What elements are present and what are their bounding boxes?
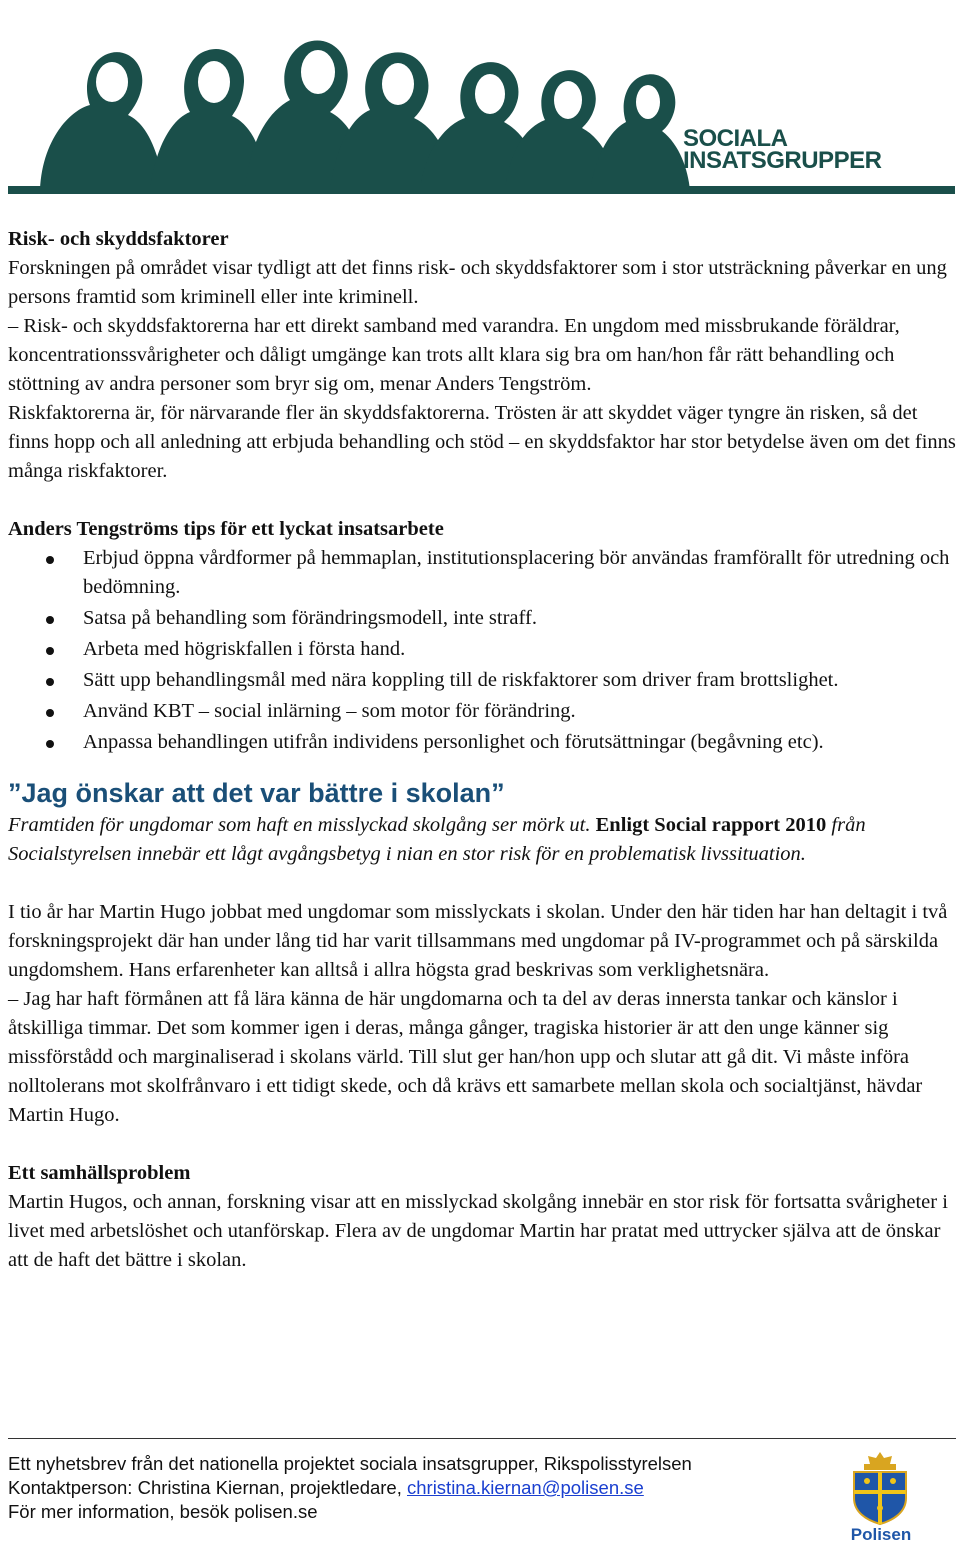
section-title: Risk- och skyddsfaktorer xyxy=(8,228,229,250)
brand-logo-text xyxy=(683,125,882,174)
footer xyxy=(8,1452,828,1524)
tips-list xyxy=(8,544,958,757)
bullet-icon xyxy=(46,647,54,655)
list-item: Använd KBT – social inlärning – som motor för förändring. xyxy=(8,697,958,726)
bullet-icon xyxy=(46,556,54,564)
bullet-icon xyxy=(46,709,54,717)
paragraph: Riskfaktorerna är, för närvarande fler än skyddsfaktorerna. Trösten är att skyddet väger tyngre än risken, så det finns hopp och all anledning att erbjuda behandling och stöd – en skyddsfaktor har stor betydelse även om det finns många riskfaktorer. xyxy=(8,402,956,482)
newsletter-content xyxy=(8,225,958,1275)
paragraph: Forskningen på området visar tydligt att det finns risk- och skyddsfaktorer som i stor utsträckning påverkar en ung persons framtid som kriminell eller inte kriminell. xyxy=(8,257,947,308)
society-problem-section xyxy=(8,1159,958,1275)
police-logo-label: Polisen xyxy=(850,1525,912,1544)
paragraph: – Jag har haft förmånen att få lära känna de här ungdomarna och ta del av deras innersta tankar och känslor i åtskilliga timmar. Det som kommer igen i deras, många gånger, tragiska historier är att den unge känner sig missförstådd och marginaliserad i skolans värld. Till slut ger han/hon upp och slutar att gå dit. Vi måste införa nolltolerans mot skolfrånvaro i ett tidigt skede, och då krävs ett samarbete mellan skola och socialtjänst, hävdar Martin Hugo. xyxy=(8,988,923,1126)
list-item: Erbjud öppna vårdformer på hemmaplan, institutionsplacering bör användas framförallt för utredning och bedömning. xyxy=(8,544,958,602)
footer-divider xyxy=(8,1438,956,1439)
section-title: Anders Tengströms tips för ett lyckat insatsarbete xyxy=(8,518,444,540)
list-item: Sätt upp behandlingsmål med nära koppling till de riskfaktorer som driver fram brottslighet. xyxy=(8,666,958,695)
lead-bold: Enligt Social rapport 2010 xyxy=(595,814,827,836)
paragraph: – Risk- och skyddsfaktorerna har ett direkt samband med varandra. En ungdom med missbrukande föräldrar, koncentrationssvårigheter och dåligt umgänge kan trots allt klara sig bra om han/hon får rätt behandling och stöttning av andra personer som bryr sig om, menar Anders Tengström. xyxy=(8,315,900,395)
footer-line-1: Ett nyhetsbrev från det nationella projektet sociala insatsgrupper, Rikspolisstyrelsen xyxy=(8,1453,692,1474)
section-title: Ett samhällsproblem xyxy=(8,1162,191,1184)
list-item: Arbeta med högriskfallen i första hand. xyxy=(8,635,958,664)
paragraph: I tio år har Martin Hugo jobbat med ungdomar som misslyckats i skolan. Under den här tiden har han deltagit i två forskningsprojekt där han under lång tid har varit tillsammans med ungdomar på IV-programmet och på särskilda ungdomshem. Hans erfarenheter kan alltså i allra högsta grad beskrivas som verklighetsnära. xyxy=(8,901,948,981)
article-body xyxy=(8,898,958,1130)
brand-line-2: INSATSGRUPPER xyxy=(683,147,882,174)
brand-line-1: SOCIALA xyxy=(683,125,788,152)
article-lead xyxy=(8,811,958,869)
list-item: Satsa på behandling som förändringsmodell, inte straff. xyxy=(8,604,958,633)
bullet-icon xyxy=(46,740,54,748)
article-heading: ”Jag önskar att det var bättre i skolan” xyxy=(8,778,505,808)
risk-factors-section xyxy=(8,225,958,486)
list-item: Anpassa behandlingen utifrån individens personlighet och förutsättningar (begåvning etc). xyxy=(8,728,958,757)
bullet-icon xyxy=(46,678,54,686)
header-banner xyxy=(0,0,960,200)
paragraph: Martin Hugos, och annan, forskning visar att en misslyckad skolgång innebär en stor risk för fortsatta svårigheter i livet med arbetslöshet och utanförskap. Flera av de ungdomar Martin har pratat med uttrycker själva att de önskar att de haft det bättre i skolan. xyxy=(8,1191,948,1271)
tips-section xyxy=(8,515,958,757)
lead-italic-1: Framtiden för ungdomar som haft en misslyckad skolgång ser mörk ut. xyxy=(8,814,596,836)
lead-italic-2: från Socialstyrelsen innebär ett lågt avgångsbetyg i nian en stor risk för en problematisk livssituation. xyxy=(8,814,866,865)
footer-line-2 xyxy=(8,1476,828,1500)
contact-text: Kontaktperson: Christina Kiernan, projektledare, xyxy=(8,1477,407,1498)
bullet-icon xyxy=(46,616,54,624)
contact-email-link[interactable]: christina.kiernan@polisen.se xyxy=(407,1477,644,1498)
footer-line-3: För mer information, besök polisen.se xyxy=(8,1501,318,1522)
